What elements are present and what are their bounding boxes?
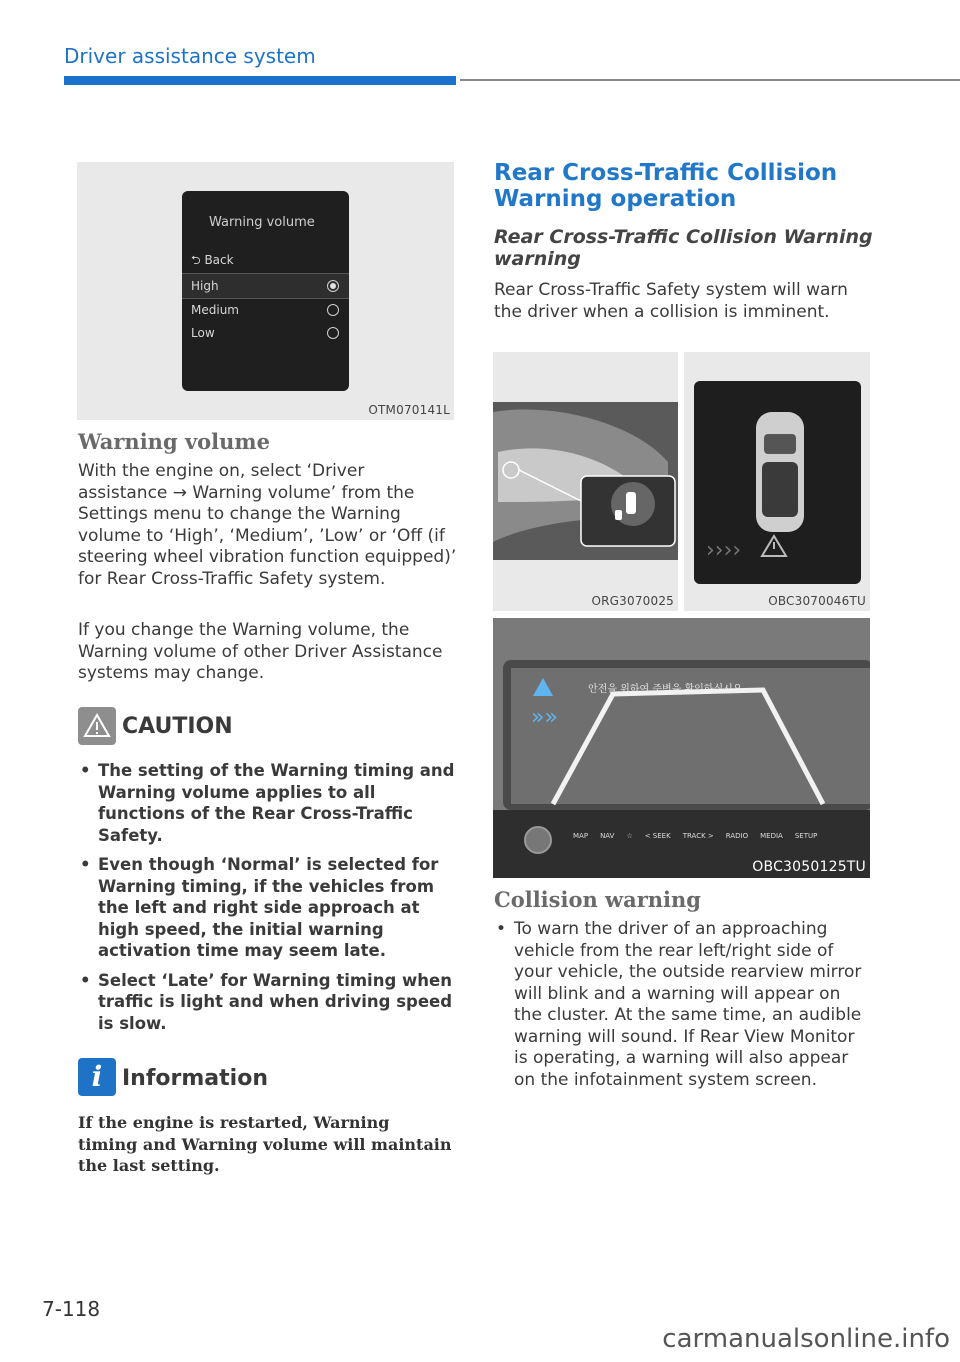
information-title: Information	[122, 1066, 268, 1091]
screen-button: NAV	[600, 832, 615, 840]
cluster-illustration	[684, 352, 870, 611]
svg-text:››››: ››››	[706, 538, 742, 563]
infotainment-figure	[493, 618, 870, 878]
page-number: 7-118	[42, 1297, 101, 1321]
warning-volume-panel	[182, 191, 349, 391]
figure-code: ORG3070025	[591, 594, 674, 608]
screen-button: < SEEK	[644, 832, 671, 840]
header-blue-bar	[64, 76, 456, 85]
information-icon: i	[78, 1058, 116, 1096]
screen-button-row	[573, 832, 863, 840]
collision-warning-list	[494, 919, 870, 1091]
section-paragraph: Rear Cross-Traffic Safety system will warn the driver when a collision is imminent.	[494, 280, 848, 322]
screen-button: TRACK >	[682, 832, 714, 840]
cluster-figure	[684, 352, 870, 611]
option-label: High	[191, 279, 219, 293]
figure-code: OBC3070046TU	[768, 594, 866, 608]
option-medium	[182, 298, 349, 322]
figure-code: OTM070141L	[368, 403, 450, 417]
screen-button: MEDIA	[760, 832, 783, 840]
panel-back-item	[191, 251, 234, 272]
option-label: Medium	[191, 303, 239, 317]
warning-volume-heading: Warning volume	[78, 429, 270, 454]
radio-selected-icon	[327, 280, 339, 292]
caution-list	[78, 760, 458, 1034]
option-label: Low	[191, 326, 215, 340]
watermark: carmanualsonline.info	[662, 1324, 950, 1354]
screen-button: ☆	[626, 832, 633, 840]
svg-text:»»: »»	[531, 705, 558, 730]
back-arrow-icon: ⮌	[191, 253, 201, 267]
collision-warning-heading: Collision warning	[494, 887, 701, 912]
information-text: If the engine is restarted, Warning timing and Warning volume will maintain the last setting.	[78, 1113, 452, 1175]
list-item: • To warn the driver of an approaching vehicle from the rear left/right side of your vehicle, the outside rearview mirror will blink and a warning will appear on the cluster. At the same time, an audible warning will sound. If Rear View Monitor is operating, a warning will also appear on the infotainment system screen.	[494, 919, 870, 1091]
radio-empty-icon	[327, 304, 339, 316]
header-rule	[460, 79, 960, 81]
screen-button: MAP	[573, 832, 589, 840]
mirror-figure	[493, 352, 678, 611]
screen-button: RADIO	[725, 832, 749, 840]
section-subheading: Rear Cross-Traffic Collision Warning warning	[494, 226, 873, 270]
screen-button: SETUP	[794, 832, 818, 840]
list-item: • The setting of the Warning timing and Warning volume applies to all functions of the Rear Cross-Traffic Safety.	[78, 760, 458, 846]
figure-code: OBC3050125TU	[752, 859, 866, 875]
screen-warning-text: 안전을 위하여 주변을 확인하십시오	[588, 684, 743, 695]
panel-title: Warning volume	[209, 215, 315, 230]
option-low	[182, 321, 349, 345]
mirror-illustration	[493, 352, 678, 611]
list-item: • Even though ‘Normal’ is selected for Warning timing, if the vehicles from the left and right side approach at high speed, the initial warning activation time may seem late.	[78, 854, 458, 962]
list-item: • Select ‘Late’ for Warning timing when traffic is light and when driving speed is slow.	[78, 970, 458, 1035]
panel-back-label: Back	[204, 253, 234, 267]
warning-volume-paragraph-1: With the engine on, select ‘Driver assistance → Warning volume’ from the Settings menu to change the Warning volume to ‘High’, ‘Medium’, ’Low’ or ‘Off (if steering wheel vibration function equipped)’ for Rear Cross-Traffic Safety system.	[78, 461, 457, 589]
warning-volume-paragraph-2: If you change the Warning volume, the Warning volume of other Driver Assistance systems may change.	[78, 620, 443, 683]
header-section-title: Driver assistance system	[64, 44, 316, 68]
section-heading: Rear Cross-Traffic Collision Warning operation	[494, 160, 838, 212]
caution-title: CAUTION	[122, 714, 233, 739]
settings-figure	[77, 162, 454, 420]
radio-empty-icon	[327, 327, 339, 339]
option-high	[182, 273, 349, 299]
caution-icon	[78, 707, 116, 745]
